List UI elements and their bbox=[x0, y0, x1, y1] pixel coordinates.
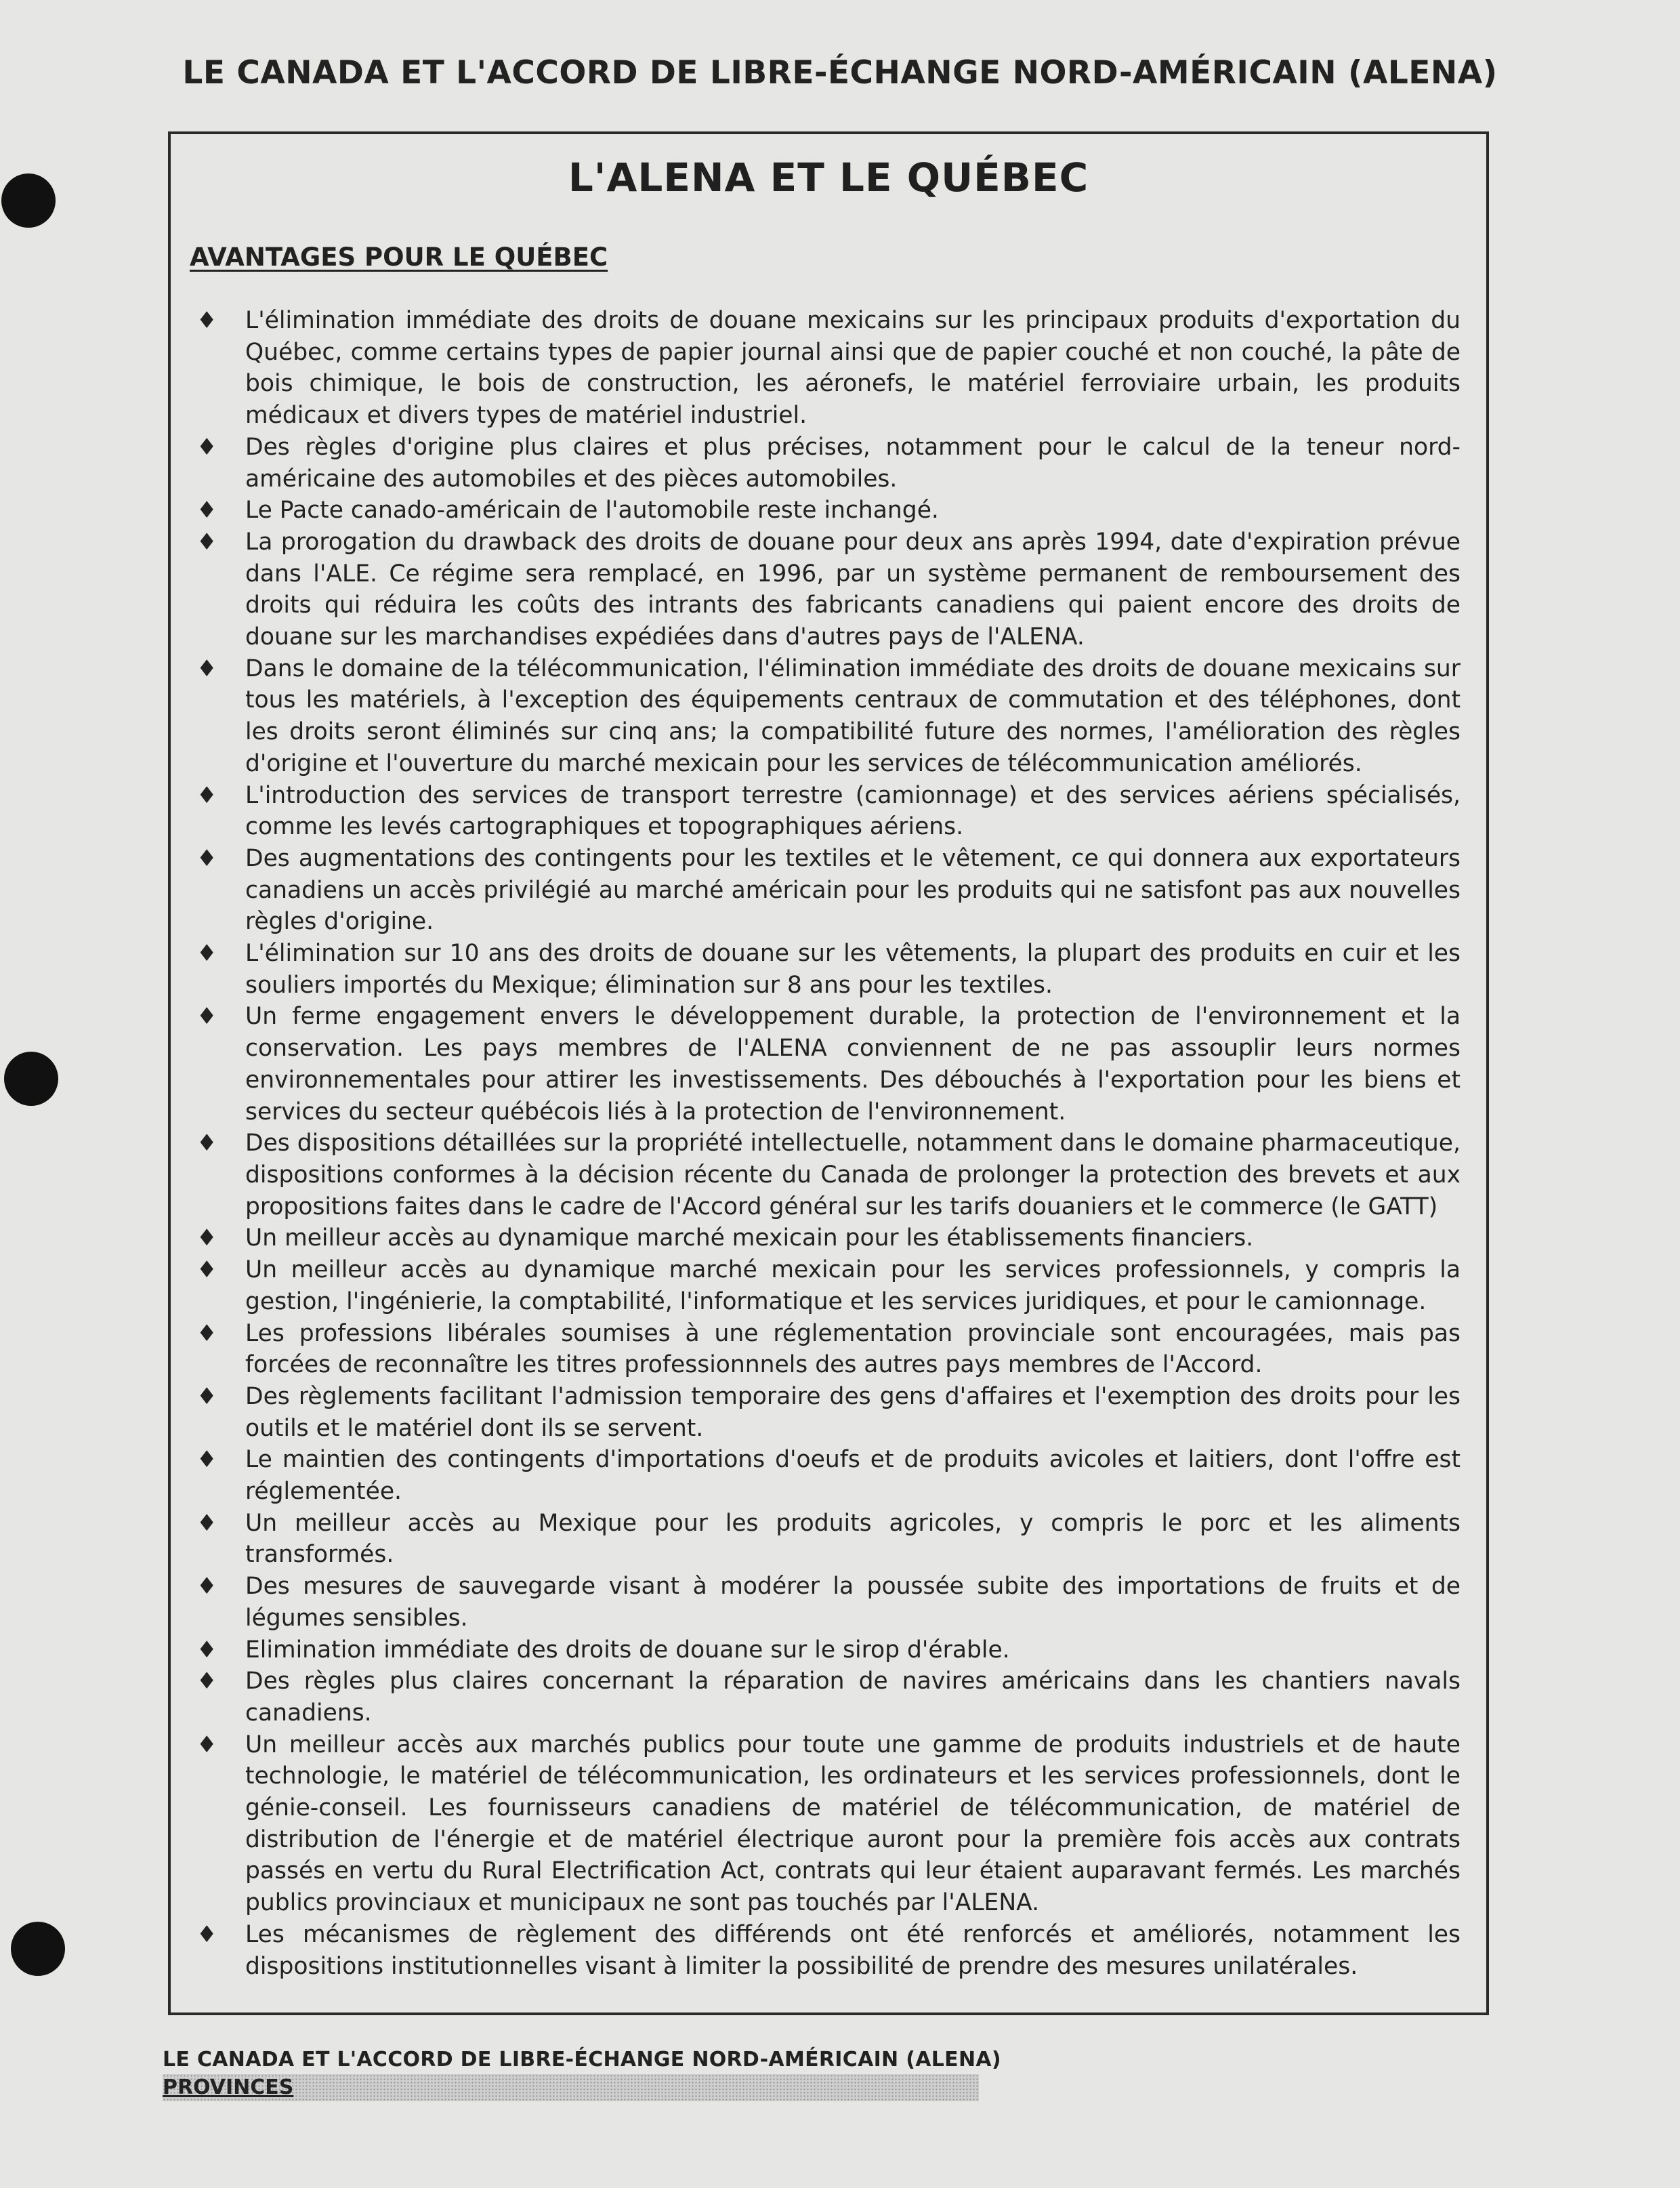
list-item bbox=[195, 1508, 1461, 1571]
list-item-text: Un meilleur accès aux marchés publics pour toute une gamme de produits industriels et de haute technologie, le matériel de télécommunication, les ordinateurs et les services professionnels, dont le génie-conseil. Les fournisseurs canadiens de matériel de télécommunication, de matériel de distribution de l'énergie et de matériel électrique auront pour la première fois accès aux contrats passés en vertu du Rural Electrification Act, contrats qui leur étaient auparavant fermés. Les marchés publics provinciaux et municipaux ne sont pas touchés par l'ALENA. bbox=[245, 1731, 1461, 1917]
list-item-text: Des mesures de sauvegarde visant à modérer la poussée subite des importations de fruits et de légumes sensibles. bbox=[245, 1573, 1461, 1632]
list-item bbox=[195, 1318, 1461, 1381]
list-item bbox=[195, 1571, 1461, 1634]
box-title: L'ALENA ET LE QUÉBEC bbox=[568, 154, 1089, 201]
list-item bbox=[195, 653, 1461, 780]
list-item-text: Des règles d'origine plus claires et plus précises, notamment pour le calcul de la teneur nord-américaine des automobiles et des pièces automobiles. bbox=[245, 433, 1461, 493]
diamond-bullet-icon: ♦ bbox=[196, 1636, 217, 1664]
list-item bbox=[195, 527, 1461, 653]
footer-title: LE CANADA ET L'ACCORD DE LIBRE-ÉCHANGE NORD-AMÉRICAIN (ALENA) bbox=[163, 2048, 1001, 2071]
list-item-text: L'élimination immédiate des droits de douane mexicains sur les principaux produits d'exportation du Québec, comme certains types de papier journal ainsi que de papier couché et non couché, la pâte de bois chimique, le bois de construction, les aéronefs, le matériel ferroviaire urbain, les produits médicaux et divers types de matériel industriel. bbox=[245, 307, 1461, 430]
list-item bbox=[195, 1381, 1461, 1444]
binder-hole bbox=[4, 1052, 58, 1106]
list-item bbox=[195, 938, 1461, 1001]
diamond-bullet-icon: ♦ bbox=[196, 655, 217, 682]
list-item-text: Dans le domaine de la télécommunication, l'élimination immédiate des droits de douane mexicains sur tous les matériels, à l'exception des équipements centraux de commutation et des téléphones, dont les droits seront éliminés sur cinq ans; la compatibilité future des normes, l'amélioration des règles d'origine et l'ouverture du marché mexicain pour les services de télécommunication améliorés. bbox=[245, 655, 1461, 777]
list-item bbox=[195, 1634, 1461, 1666]
diamond-bullet-icon: ♦ bbox=[196, 1130, 217, 1157]
list-item-text: Des augmentations des contingents pour les textiles et le vêtement, ce qui donnera aux exportateurs canadiens un accès privilégié au marché américain pour les produits qui ne satisfont pas aux nouvelles règles d'origine. bbox=[245, 844, 1461, 936]
binder-hole bbox=[1, 173, 56, 228]
footer-section-label: PROVINCES bbox=[163, 2074, 979, 2101]
diamond-bullet-icon: ♦ bbox=[196, 307, 217, 334]
list-item bbox=[195, 432, 1461, 495]
list-item-text: Le maintien des contingents d'importations d'oeufs et de produits avicoles et laitiers, dont l'offre est réglementée. bbox=[245, 1446, 1461, 1506]
list-item bbox=[195, 1666, 1461, 1729]
list-item-text: La prorogation du drawback des droits de douane pour deux ans après 1994, date d'expiration prévue dans l'ALE. Ce régime sera remplacé, en 1996, par un système permanent de remboursement des droits qui réduira les coûts des intrants des fabricants canadiens qui paient encore des droits de douane sur les marchandises expédiées dans d'autres pays de l'ALENA. bbox=[245, 528, 1461, 651]
footer bbox=[163, 2048, 1001, 2101]
list-item-text: Les professions libérales soumises à une réglementation provinciale sont encouragées, mais pas forcées de reconnaître les titres professionnnels des autres pays membres de l'Accord. bbox=[245, 1319, 1461, 1379]
list-item-text: Un meilleur accès au dynamique marché mexicain pour les services professionnels, y compris la gestion, l'ingénierie, la comptabilité, l'informatique et les services juridiques, et pour le camionnage. bbox=[245, 1256, 1461, 1315]
list-item-text: Des règles plus claires concernant la réparation de navires américains dans les chantiers navals canadiens. bbox=[245, 1668, 1461, 1727]
page-heading: LE CANADA ET L'ACCORD DE LIBRE-ÉCHANGE NORD-AMÉRICAIN (ALENA) bbox=[182, 54, 1498, 91]
diamond-bullet-icon: ♦ bbox=[196, 1509, 217, 1537]
list-item bbox=[195, 1919, 1461, 1982]
list-item bbox=[195, 1254, 1461, 1317]
list-item-text: Des dispositions détaillées sur la propriété intellectuelle, notamment dans le domaine pharmaceutique, dispositions conformes à la décision récente du Canada de prolonger la protection des brevets et aux propositions faites dans le cadre de l'Accord général sur les tarifs douaniers et le commerce (le GATT) bbox=[245, 1130, 1461, 1220]
list-item bbox=[195, 1729, 1461, 1919]
advantages-list bbox=[195, 305, 1461, 1982]
diamond-bullet-icon: ♦ bbox=[196, 1382, 217, 1410]
list-item-text: L'élimination sur 10 ans des droits de douane sur les vêtements, la plupart des produits en cuir et les souliers importés du Mexique; élimination sur 8 ans pour les textiles. bbox=[245, 940, 1461, 999]
section-heading: AVANTAGES POUR LE QUÉBEC bbox=[190, 243, 608, 272]
diamond-bullet-icon: ♦ bbox=[196, 1668, 217, 1695]
list-item bbox=[195, 495, 1461, 527]
diamond-bullet-icon: ♦ bbox=[196, 1003, 217, 1031]
diamond-bullet-icon: ♦ bbox=[196, 1920, 217, 1948]
diamond-bullet-icon: ♦ bbox=[196, 940, 217, 968]
list-item-text: Un meilleur accès au dynamique marché mexicain pour les établissements financiers. bbox=[245, 1224, 1254, 1252]
content-box bbox=[168, 131, 1489, 2015]
list-item bbox=[195, 1444, 1461, 1507]
list-item-text: Un meilleur accès au Mexique pour les produits agricoles, y compris le porc et les aliments transformés. bbox=[245, 1509, 1461, 1569]
diamond-bullet-icon: ♦ bbox=[196, 497, 217, 524]
diamond-bullet-icon: ♦ bbox=[196, 1731, 217, 1758]
list-item-text: Elimination immédiate des droits de douane sur le sirop d'érable. bbox=[245, 1636, 1010, 1664]
list-item bbox=[195, 1001, 1461, 1128]
list-item-text: Les mécanismes de règlement des différends ont été renforcés et améliorés, notamment les dispositions institutionnelles visant à limiter la possibilité de prendre des mesures unilatérales. bbox=[245, 1920, 1461, 1980]
diamond-bullet-icon: ♦ bbox=[196, 781, 217, 809]
diamond-bullet-icon: ♦ bbox=[196, 844, 217, 872]
list-item bbox=[195, 843, 1461, 938]
list-item-text: Un ferme engagement envers le développement durable, la protection de l'environnement et la conservation. Les pays membres de l'ALENA conviennent de ne pas assouplir leurs normes environnementales pour attirer les investissements. Des débouchés à l'exportation pour les biens et services du secteur québécois liés à la protection de l'environnement. bbox=[245, 1003, 1461, 1126]
list-item bbox=[195, 780, 1461, 843]
binder-hole bbox=[11, 1922, 65, 1976]
diamond-bullet-icon: ♦ bbox=[196, 528, 217, 556]
list-item-text: Des règlements facilitant l'admission temporaire des gens d'affaires et l'exemption des droits pour les outils et le matériel dont ils se servent. bbox=[245, 1382, 1461, 1442]
diamond-bullet-icon: ♦ bbox=[196, 1224, 217, 1252]
diamond-bullet-icon: ♦ bbox=[196, 1573, 217, 1601]
list-item bbox=[195, 1222, 1461, 1254]
diamond-bullet-icon: ♦ bbox=[196, 1319, 217, 1347]
list-item bbox=[195, 305, 1461, 432]
diamond-bullet-icon: ♦ bbox=[196, 1256, 217, 1284]
diamond-bullet-icon: ♦ bbox=[196, 433, 217, 461]
diamond-bullet-icon: ♦ bbox=[196, 1446, 217, 1474]
list-item-text: L'introduction des services de transport terrestre (camionnage) et des services aériens spécialisés, comme les levés cartographiques et topographiques aériens. bbox=[245, 781, 1461, 841]
list-item-text: Le Pacte canado-américain de l'automobile reste inchangé. bbox=[245, 497, 939, 524]
list-item bbox=[195, 1128, 1461, 1222]
